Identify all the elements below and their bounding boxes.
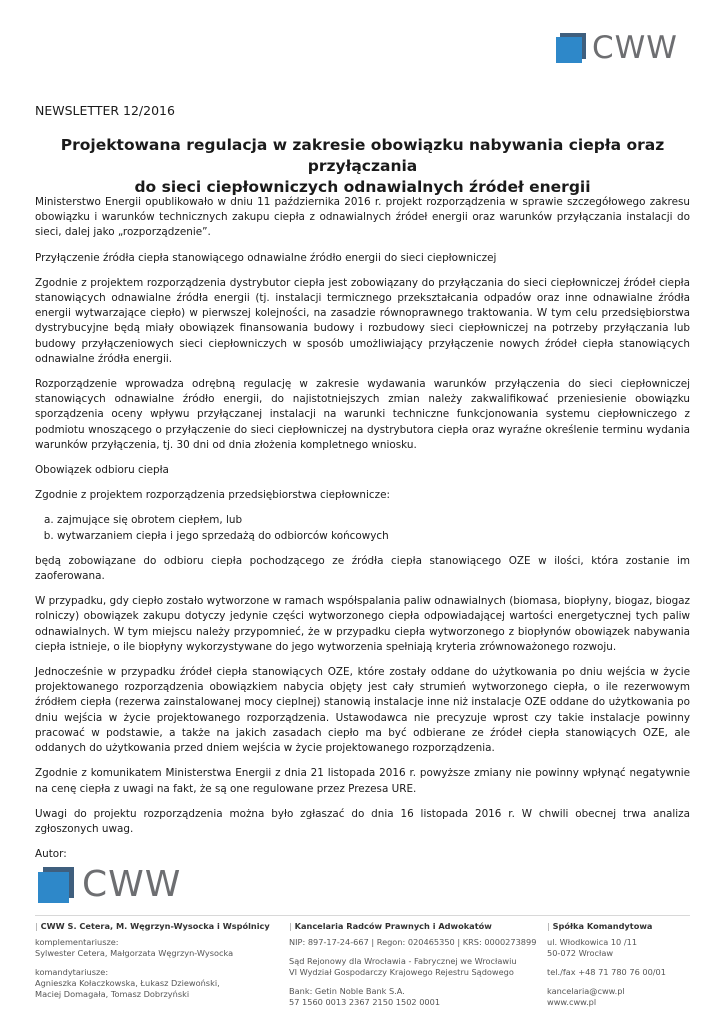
- list-item: a. zajmujące się obrotem ciepłem, lub: [57, 513, 690, 528]
- section-heading-connection: Przyłączenie źródła ciepła stanowiącego odnawialne źródło energii do sieci ciepłowniczej: [35, 251, 497, 264]
- author-label: Autor:: [35, 848, 67, 861]
- article-title-line-1: Projektowana regulacja w zakresie obowiązku nabywania ciepła oraz przyłączania: [60, 136, 665, 175]
- footer-column-contact: [547, 921, 666, 1016]
- section-heading-heat-purchase: Obowiązek odbioru ciepła: [35, 464, 169, 477]
- footer-company-ids: NIP: 897-17-24-667 | Regon: 020465350 | KRS: 0000273899: [289, 937, 537, 947]
- list-item: b. wytwarzaniem ciepła i jego sprzedażą do odbiorców końcowych: [57, 529, 690, 544]
- footer-limited-partners: komandytariusze: Agnieszka Kołaczkowska, Łukasz Dziewoński, Maciej Domagała, Tomasz Dobrzyński: [35, 967, 220, 999]
- footer-heading: | CWW S. Cetera, M. Węgrzyn-Wysocka i Wspólnicy: [35, 921, 270, 931]
- article-title: [35, 135, 690, 198]
- footer-heading: | Spółka Komandytowa: [547, 921, 653, 931]
- enterprise-list: [35, 513, 690, 543]
- paragraph-connection-obligation: Zgodnie z projektem rozporządzenia dystrybutor ciepła jest zobowiązany do przyłączania do sieci ciepłowniczej źródeł ciepła stanowiących odnawialne źródła energii (tj. instalacji termicznego przekształcania odpadów oraz inne odnawialne źródła energii wytwarzające ciepło) w pierwszej kolejności, na zasadzie równoprawnego traktowania. W tym celu przedsiębiorstwa dystrybucyjne będą miały obowiązek finansowania budowy i rozbudowy sieci ciepłowniczej na potrzeby przyłączania lub budowy przyłączeniowych sieci ciepłowniczych w sposób umożliwiający przyłączenie nowych źródeł ciepła stanowiących odnawialne źródła energii.: [35, 276, 690, 365]
- footer-column-firm: [35, 921, 270, 1008]
- footer-website-link[interactable]: www.cww.pl: [547, 997, 597, 1007]
- logo-wordmark: CWW: [592, 30, 678, 66]
- paragraph-cofiring: W przypadku, gdy ciepło zostało wytworzone w ramach współspalania paliw odnawialnych (biomasa, biopłyny, biogaz, biogaz rolniczy) obowiązek zakupu dotyczy jedynie części wytworzonego ciepła odpowiadającej wartości energetycznej tych paliw odnawialnych. W tym miejscu należy przypomnieć, że w przypadku ciepła wytworzonego z biopłynów obowiązek nabywania ciepła istnieje, o ile biopłyny wykorzystywane do jego wytworzenia spełniają kryteria zrównoważonego rozwoju.: [35, 595, 690, 653]
- footer-online: [547, 986, 666, 1008]
- logo-wordmark: CWW: [82, 864, 182, 905]
- logo-squares-icon: [556, 33, 586, 63]
- footer-heading: | Kancelaria Radców Prawnych i Adwokatów: [289, 921, 492, 931]
- article-title-line-2: do sieci ciepłowniczych odnawialnych źródeł energii: [134, 178, 591, 196]
- paragraph-reserve-source: Jednocześnie w przypadku źródeł ciepła stanowiących OZE, które zostały oddane do użytkowania po dniu wejścia w życie projektowanego rozporządzenia obowiązkiem nabycia objęty jest cały strumień wytworzonego ciepła, o ile rezerwowym źródłem ciepła (rezerwa zainstalowanej mocy cieplnej) stanowią instalacje inne niż instalacje OZE oddane do użytkowania po dniu wejścia w życie projektowanego rozporządzenia. Ustawodawca nie precyzuje wprost czy takie instalacje powinny pracować w podstawie, a także na jakich zasadach ciepło ma być odbierane ze źródeł ciepła stanowiących OZE, ale oddanych do użytkowania przed dniem wejścia w życie projektowanego rozporządzenia.: [35, 666, 690, 755]
- footer-phone: tel./fax +48 71 780 76 00/01: [547, 967, 666, 977]
- footer-partners: komplementariusze: Sylwester Cetera, Małgorzata Węgrzyn-Wysocka: [35, 937, 234, 958]
- footer-column-registry: [289, 921, 536, 1016]
- newsletter-number: NEWSLETTER 12/2016: [35, 103, 175, 118]
- footer-email-link[interactable]: kancelaria@cww.pl: [547, 986, 625, 996]
- paragraph-price-impact: Zgodnie z komunikatem Ministerstwa Energii z dnia 21 listopada 2016 r. powyższe zmiany nie powinny wpłynąć negatywnie na cenę ciepła z uwagi na fakt, że są one regulowane przez Prezesa URE.: [35, 767, 690, 795]
- footer-address: ul. Włodkowica 10 /11 50-072 Wrocław: [547, 937, 638, 958]
- footer-bank: Bank: Getin Noble Bank S.A. 57 1560 0013 2367 2150 1502 0001: [289, 986, 441, 1007]
- footer-divider: [35, 915, 690, 916]
- paragraph-intro: Ministerstwo Energii opublikowało w dniu 11 października 2016 r. projekt rozporządzenia w sprawie szczegółowego zakresu obowiązku i warunków technicznych zakupu ciepła z odnawialnych źródeł energii oraz warunków przyłączania instalacji do sieci, dalej jako „rozporządzenie”.: [35, 196, 690, 239]
- article-body: [35, 195, 690, 872]
- paragraph-connection-conditions: Rozporządzenie wprowadza odrębną regulację w zakresie wydawania warunków przyłączenia do sieci ciepłowniczej stanowiących odnawialne źródło energii, do najistotniejszych zmian należy zakwalifikować przeniesienie obowiązku sporządzenia oceny wpływu przyłączanej instalacji na warunki techniczne funkcjonowania systemu ciepłowniczego z podmiotu wnoszącego o przyłączenie do sieci ciepłowniczej na dystrybutora ciepła oraz wyraźne określenie terminu wydania warunków przyłączenia, tj. 30 dni od dnia złożenia kompletnego wniosku.: [35, 378, 690, 451]
- paragraph-purchase-obligation: będą zobowiązane do odbioru ciepła pochodzącego ze źródła ciepła stanowiącego OZE w ilości, która zostanie im zaoferowana.: [35, 554, 690, 583]
- paragraph-list-intro: Zgodnie z projektem rozporządzenia przedsiębiorstwa ciepłownicze:: [35, 489, 390, 502]
- cww-logo-bottom: [38, 865, 181, 905]
- paragraph-consultation: Uwagi do projektu rozporządzenia można było zgłaszać do dnia 16 listopada 2016 r. W chwili obecnej trwa analiza zgłoszonych uwag.: [35, 807, 690, 835]
- cww-logo-top: [556, 30, 678, 66]
- logo-squares-icon: [38, 867, 74, 903]
- footer-court: Sąd Rejonowy dla Wrocławia - Fabrycznej we Wrocławiu VI Wydział Gospodarczy Krajowego Rejestru Sądowego: [289, 956, 517, 977]
